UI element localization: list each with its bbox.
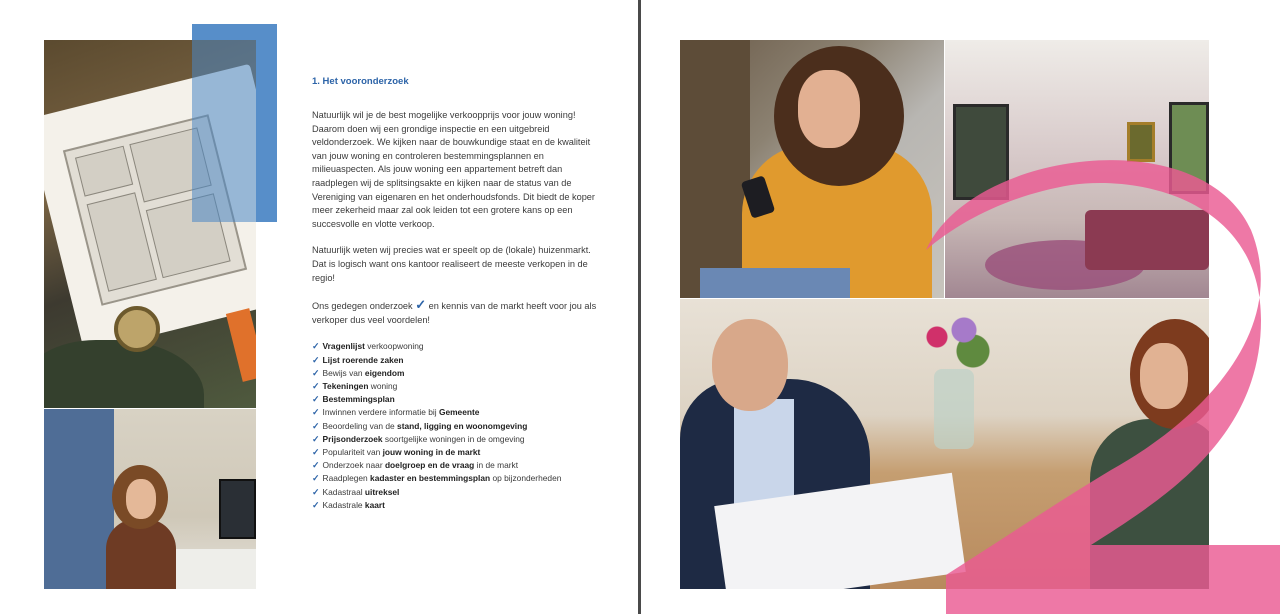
list-item: ✓ Kadastrale kaart (312, 499, 385, 510)
list-item: ✓ Inwinnen verdere informatie bij Gemeente (312, 407, 480, 418)
check-icon: ✓ (312, 460, 320, 471)
woman-body (1090, 419, 1209, 589)
wall-painting (1127, 122, 1155, 162)
list-item: ✓ Bestemmingsplan (312, 394, 395, 405)
benefit-paragraph (312, 298, 602, 327)
woman-phone-photo (680, 40, 944, 298)
check-icon: ✓ (312, 486, 320, 497)
check-icon: ✓ (312, 394, 320, 405)
market-paragraph: Natuurlijk weten wij precies wat er speelt op de (lokale) huizenmarkt. Dat is logisch want ons kantoor realiseert de meeste verkopen in de regio! (312, 245, 591, 283)
bookshelf (680, 40, 750, 298)
living-room-photo (945, 40, 1209, 298)
woman-face (126, 479, 156, 519)
office-photo (44, 409, 256, 589)
check-icon: ✓ (312, 380, 320, 391)
blue-frame-overlay (192, 24, 277, 222)
check-icon: ✓ (312, 473, 320, 484)
section-heading: 1. Het vooronderzoek (312, 76, 409, 87)
check-icon: ✓ (312, 433, 320, 444)
check-icon: ✓ (312, 367, 320, 378)
benefit-text-start: Ons gedegen onderzoek (312, 301, 416, 312)
list-item: ✓ Raadplegen kadaster en bestemmingsplan op bijzonderheden (312, 473, 562, 484)
checklist (312, 340, 602, 512)
computer-monitor (219, 479, 256, 539)
benefit-text-end: en kennis van de markt heeft voor jou als verkoper dus veel voordelen! (312, 301, 597, 325)
list-item: ✓ Kadastraal uitreksel (312, 486, 400, 497)
list-item: ✓ Tekeningen woning (312, 380, 398, 391)
check-icon: ✓ (312, 420, 320, 431)
text-column (312, 76, 602, 512)
check-icon: ✓ (312, 407, 320, 418)
shirt (734, 399, 794, 509)
check-icon: ✓ (312, 499, 320, 510)
woman-face (1140, 343, 1188, 409)
intro-paragraph: Natuurlijk wil je de best mogelijke verkoopprijs voor jouw woning! Daarom doen wij een grondige inspectie en een uitgebreid veldonderzoek. We kijken naar de bouwkundige staat en de kwaliteit van jouw woning en controleren bestemmingsplannen en milieuaspecten. Als jouw woning een appartement betreft dan raadplegen wij de splitsingsakte en kijken naar de status van de Vereniging van eigenaren en het onderhoudsfonds. Dit biedt de koper meer zekerheid maar zal ook leiden tot een grotere kans op een succesvolle en vlotte verkoop. (312, 110, 595, 229)
check-icon: ✓ (312, 341, 320, 352)
arm-sleeve (44, 340, 204, 408)
check-icon: ✓ (415, 297, 427, 313)
glass-vase (934, 369, 974, 449)
sofa (1085, 210, 1209, 270)
list-item: ✓ Lijst roerende zaken (312, 354, 404, 365)
window (953, 104, 1009, 200)
woman-body (106, 519, 176, 589)
check-icon: ✓ (312, 354, 320, 365)
list-item: ✓ Populariteit van jouw woning in de markt (312, 446, 481, 457)
orange-tab-decoration (226, 308, 256, 382)
jeans (700, 268, 850, 298)
list-item: ✓ Bewijs van eigendom (312, 367, 405, 378)
man-head (712, 319, 788, 411)
check-icon: ✓ (312, 446, 320, 457)
list-item: ✓ Onderzoek naar doelgroep en de vraag in de markt (312, 460, 519, 471)
window (1169, 102, 1209, 194)
smiling-face (798, 70, 860, 148)
right-page (641, 0, 1280, 614)
left-page (0, 0, 638, 614)
list-item: ✓ Beoordeling van de stand, ligging en woonomgeving (312, 420, 528, 431)
meeting-photo (680, 299, 1209, 589)
wristwatch (114, 306, 160, 352)
list-item: ✓ Vragenlijst verkoopwoning (312, 341, 424, 352)
man-figure (44, 409, 114, 589)
list-item: ✓ Prijsonderzoek soortgelijke woningen in de omgeving (312, 433, 525, 444)
